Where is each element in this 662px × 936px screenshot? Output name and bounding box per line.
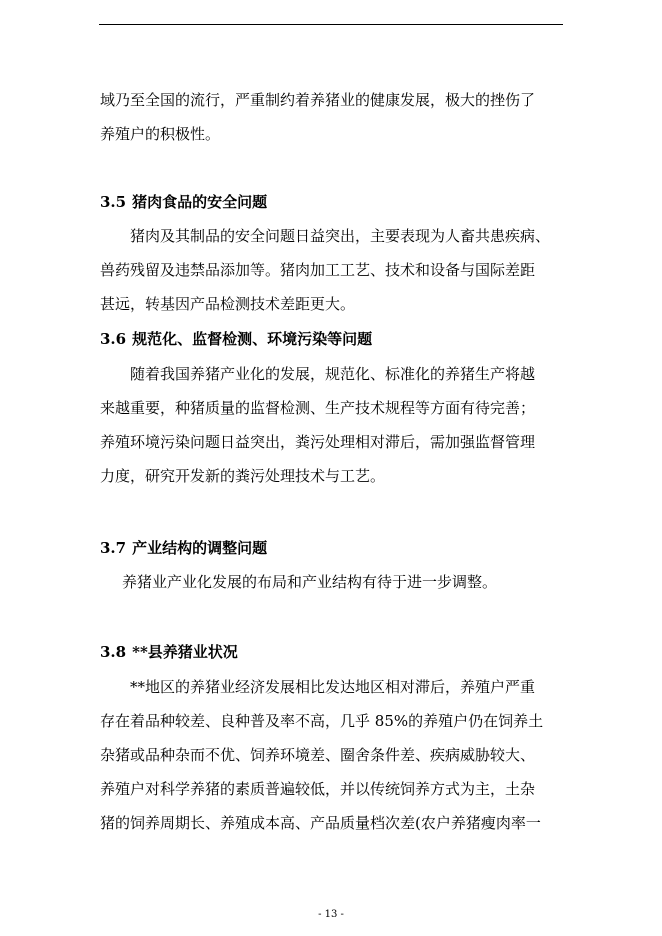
header-rule <box>99 24 563 25</box>
section-title: 产业结构的调整问题 <box>132 539 268 557</box>
section-number: 3.6 <box>100 330 127 348</box>
section-heading-3-8 <box>100 642 238 662</box>
section-number: 3.8 <box>100 643 127 661</box>
section-title: 猪肉食品的安全问题 <box>132 193 268 211</box>
body-line: 养殖环境污染问题日益突出，粪污处理相对滞后，需加强监督管理 <box>100 433 536 451</box>
body-line: 猪的饲养周期长、养殖成本高、产品质量档次差(农户养猪瘦肉率一 <box>100 814 541 832</box>
section-heading-3-5 <box>100 192 267 212</box>
body-line: 养殖户的积极性。 <box>100 125 221 143</box>
body-line: 域乃至全国的流行，严重制约着养猪业的健康发展，极大的挫伤了 <box>100 91 536 109</box>
body-line: 兽药残留及违禁品添加等。猪肉加工工艺、技术和设备与国际差距 <box>100 261 536 279</box>
section-heading-3-6 <box>100 329 372 349</box>
body-line: 甚远，转基因产品检测技术差距更大。 <box>100 295 356 313</box>
body-line: 猪肉及其制品的安全问题日益突出，主要表现为人畜共患疾病、 <box>130 227 551 245</box>
section-title: **县养猪业状况 <box>132 643 238 661</box>
section-heading-3-7 <box>100 538 267 558</box>
body-line: **地区的养猪业经济发展相比发达地区相对滞后，养殖户严重 <box>130 678 536 696</box>
section-number: 3.7 <box>100 539 127 557</box>
body-line: 力度，研究开发新的粪污处理技术与工艺。 <box>100 467 386 485</box>
body-line: 来越重要，种猪质量的监督检测、生产技术规程等方面有待完善； <box>100 399 536 417</box>
page-number: - 13 - <box>318 909 344 920</box>
body-line: 随着我国养猪产业化的发展，规范化、标准化的养猪生产将越 <box>130 365 536 383</box>
body-line: 存在着品种较差、良种普及率不高，几乎 85%的养殖户仍在饲养土 <box>100 712 544 730</box>
section-title: 规范化、监督检测、环境污染等问题 <box>132 330 373 348</box>
body-line: 养殖户对科学养猪的素质普遍较低，并以传统饲养方式为主，土杂 <box>100 780 536 798</box>
section-number: 3.5 <box>100 193 127 211</box>
body-line: 杂猪或品种杂而不优、饲养环境差、圈舍条件差、疾病威胁较大、 <box>100 746 536 764</box>
body-line: 养猪业产业化发展的布局和产业结构有待于进一步调整。 <box>122 573 498 591</box>
